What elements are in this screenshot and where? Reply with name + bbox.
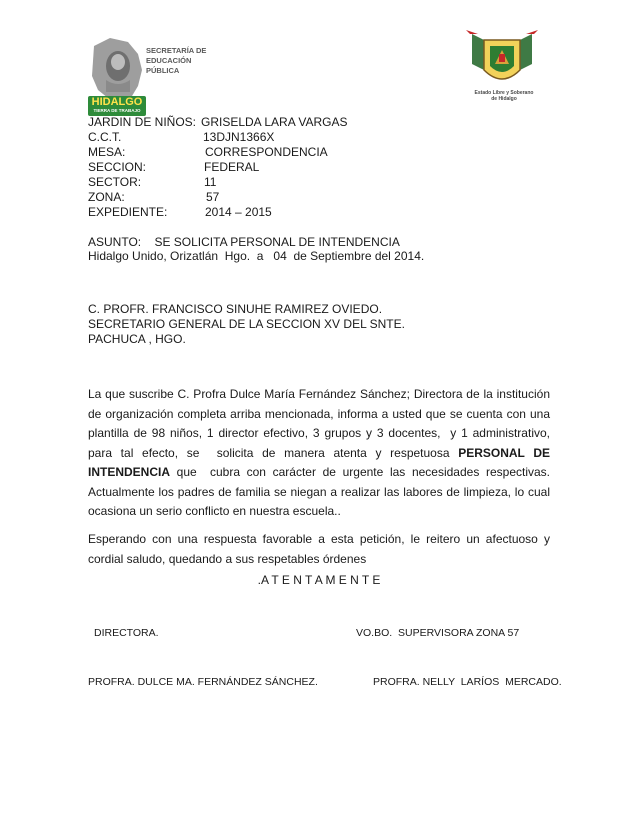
info-value-sector: 11 <box>204 175 217 189</box>
atentamente: .A T E N T A M E N T E <box>257 573 381 587</box>
closing-paragraph: Esperando con una respuesta favorable a esta petición, le reitero un afectuoso y cordial saludo, quedando a sus respetables órdenes <box>88 532 550 566</box>
sep-line-3: PÚBLICA <box>146 66 180 75</box>
info-value-cct: 13DJN1366X <box>203 130 275 144</box>
body-emphasis: PERSONAL DE INTENDENCIA <box>88 445 554 479</box>
signature-name-right: PROFRA. NELLY LARÍOS MERCADO. <box>373 676 562 688</box>
recipient-name: C. PROFR. FRANCISCO SINUHE RAMIREZ OVIEDO. <box>88 302 383 316</box>
info-label-zona: ZONA: <box>88 190 125 204</box>
hidalgo-brand <box>88 96 146 116</box>
info-label-expediente: EXPEDIENTE: <box>88 205 168 219</box>
body-paragraph <box>88 385 554 522</box>
signature-name-left: PROFRA. DULCE MA. FERNÁNDEZ SÁNCHEZ. <box>88 676 318 688</box>
recipient-city: PACHUCA , HGO. <box>88 332 186 346</box>
sep-wordmark <box>146 46 206 76</box>
signature-title-right: VO.BO. SUPERVISORA ZONA 57 <box>356 627 520 639</box>
info-label-mesa: MESA: <box>88 145 126 159</box>
state-caption <box>458 90 550 102</box>
info-label-cct: C.C.T. <box>88 130 122 144</box>
body-text-2: que cubra con carácter de urgente las necesidades respectivas. Actualmente los padres de familia se niegan a realizar las labores de limpieza, lo cual ocasiona un serio conflicto en nuestra escuela.. <box>88 465 554 518</box>
coat-of-arms-icon <box>462 30 542 92</box>
info-value-zona: 57 <box>206 190 220 204</box>
brand-name: HIDALGO <box>91 96 143 108</box>
body-text-1: La que suscribe C. Profra Dulce María Fernández Sánchez; Directora de la institución de organización completa arriba mencionada, informa a usted que se cuenta con una plantilla de 98 niños, 1 director efectivo, 3 grupos y 3 docentes, y 1 administrativo, para tal efecto, se solicita de manera atenta y respetuosa <box>88 387 554 460</box>
state-caption-line-1: Estado Libre y Soberano <box>474 90 534 96</box>
info-value-jardin: GRISELDA LARA VARGAS <box>201 115 348 129</box>
info-label-sector: SECTOR: <box>88 175 142 189</box>
place-date: Hidalgo Unido, Orizatlán Hgo. a 04 de Septiembre del 2014. <box>88 249 425 263</box>
info-label-jardin: JARDIN DE NIÑOS: <box>88 115 197 129</box>
recipient-title: SECRETARIO GENERAL DE LA SECCION XV DEL SNTE. <box>88 317 405 331</box>
sep-line-1: SECRETARÍA DE <box>146 46 207 55</box>
info-value-mesa: CORRESPONDENCIA <box>205 145 328 159</box>
state-caption-line-2: de Hidalgo <box>491 96 517 102</box>
sep-line-2: EDUCACIÓN <box>146 56 192 65</box>
info-value-seccion: FEDERAL <box>204 160 260 174</box>
info-value-expediente: 2014 – 2015 <box>205 205 272 219</box>
brand-tagline: TIERRA DE TRABAJO <box>93 108 141 113</box>
info-label-seccion: SECCION: <box>88 160 147 174</box>
signature-title-left: DIRECTORA. <box>94 627 159 639</box>
asunto-line: ASUNTO: SE SOLICITA PERSONAL DE INTENDENCIA <box>88 235 400 249</box>
